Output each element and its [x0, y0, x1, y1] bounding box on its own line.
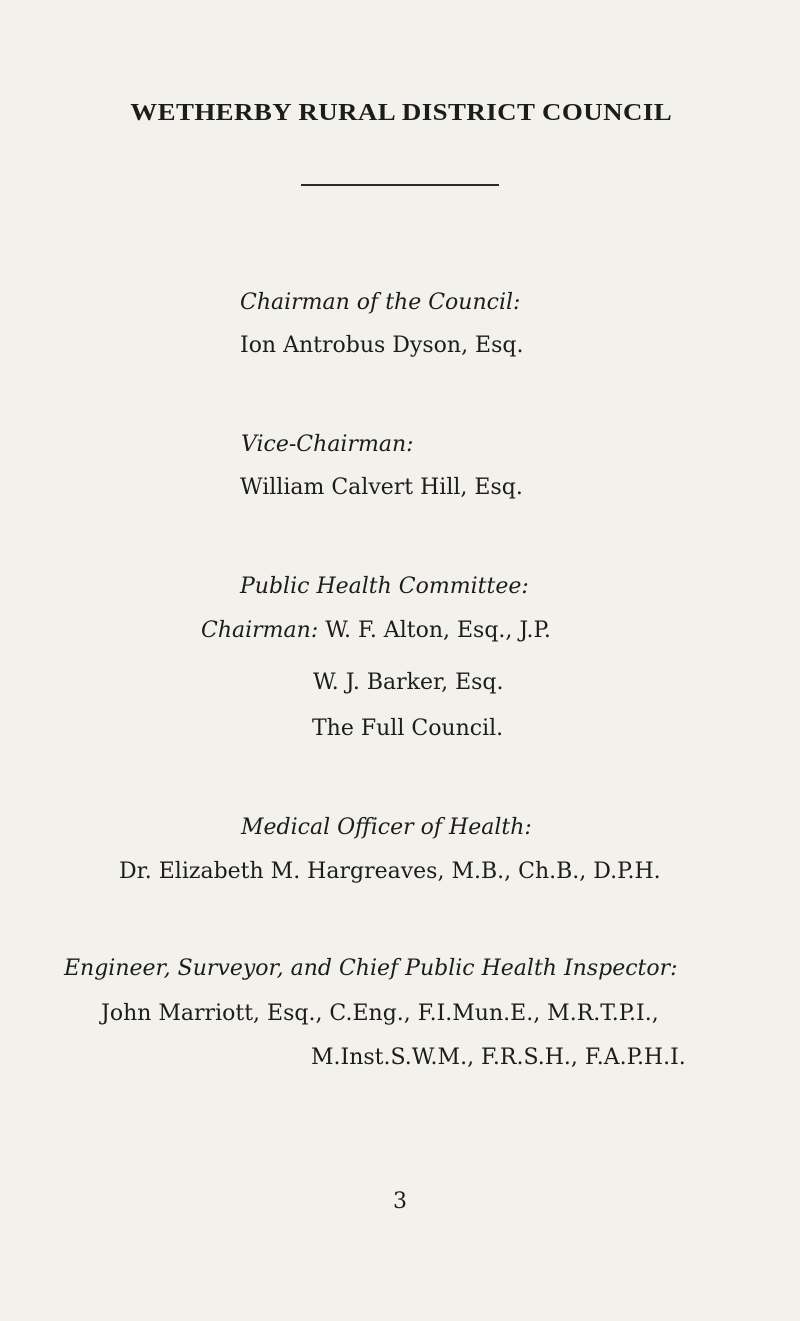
committee-others: The Full Council.: [312, 716, 504, 741]
medical-officer-heading: Medical Officer of Health:: [241, 815, 532, 840]
committee-chairman-row: [201, 618, 551, 643]
public-health-committee-heading: Public Health Committee:: [240, 574, 529, 599]
engineer-heading: Engineer, Surveyor, and Chief Public Health Inspector:: [64, 956, 678, 981]
page-number: 3: [393, 1189, 407, 1214]
engineer-name-line2: M.Inst.S.W.M., F.R.S.H., F.A.P.H.I.: [311, 1045, 686, 1070]
chairman-heading: Chairman of the Council:: [240, 290, 521, 315]
chairman-name: Ion Antrobus Dyson, Esq.: [240, 333, 524, 358]
medical-officer-name: Dr. Elizabeth M. Hargreaves, M.B., Ch.B., D.P.H.: [119, 859, 661, 884]
title-divider: [301, 184, 499, 186]
council-title: WETHERBY RURAL DISTRICT COUNCIL: [130, 100, 673, 126]
committee-member: W. J. Barker, Esq.: [313, 670, 504, 695]
committee-chairman-name: W. F. Alton, Esq., J.P.: [325, 618, 551, 643]
vice-chairman-name: William Calvert Hill, Esq.: [240, 475, 523, 500]
engineer-name-line1: John Marriott, Esq., C.Eng., F.I.Mun.E., M.R.T.P.I.,: [101, 1001, 659, 1026]
vice-chairman-heading: Vice-Chairman:: [241, 432, 414, 457]
committee-chairman-label: Chairman:: [201, 618, 319, 643]
